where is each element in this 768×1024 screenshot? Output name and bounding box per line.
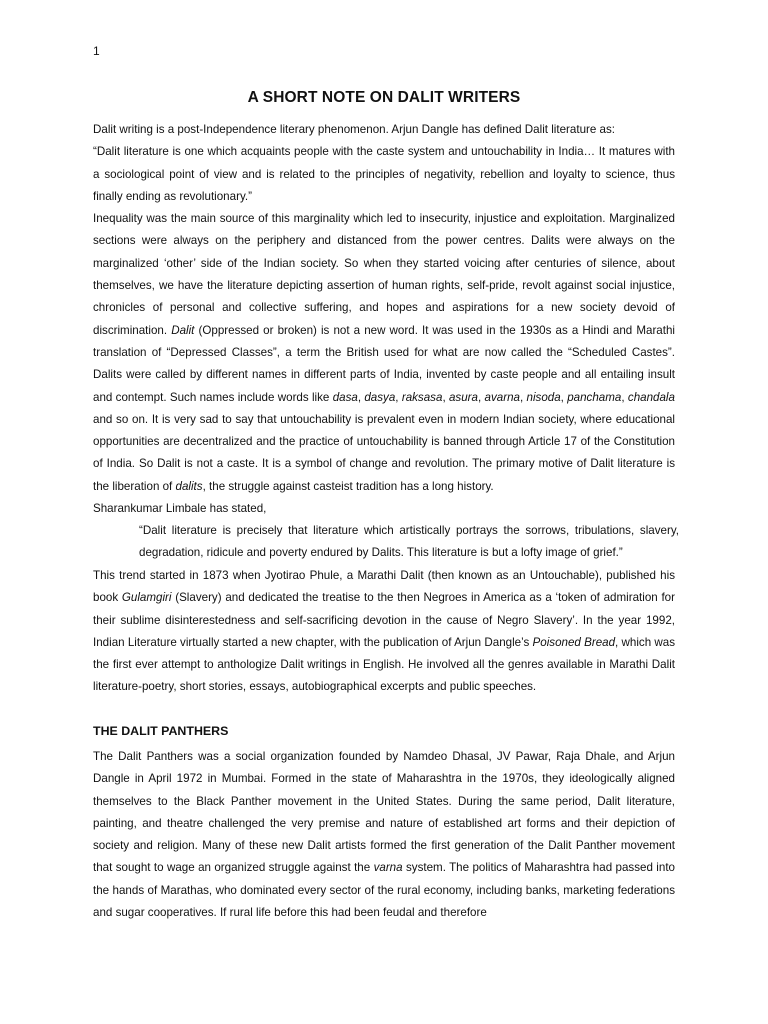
limbale-quote: “Dalit literature is precisely that literature which artistically portrays the sorrows, tribulations, slavery, degradation, ridicule and poverty endured by Dalits. This literature is but a lofty image of grief.”	[139, 524, 679, 560]
text-run: Inequality was the main source of this marginality which led to insecurity, injustice and exploitation. Marginalized sections were always on the periphery and distanced from the power centres. Dalits were always on the marginalized ‘other’ side of the Indian society. So when they started voicing after centuries of silence, about themselves, we have the literature depicting assertion of human rights, self-pride, revolt against social injustice, chronicles of personal and collective suffering, and hopes and aspirations for a new society devoid of discrimination.	[93, 212, 675, 337]
book-title: Poisoned Bread	[532, 635, 616, 649]
separator: ,	[357, 390, 365, 404]
separator: ,	[477, 390, 485, 404]
section-heading: THE DALIT PANTHERS	[93, 724, 229, 738]
book-title: Gulamgiri	[121, 591, 172, 605]
italic-term: varna	[373, 861, 403, 875]
page-title: A SHORT NOTE ON DALIT WRITERS	[247, 89, 521, 106]
italic-term: asura	[448, 390, 478, 404]
text-run: The Dalit Panthers was a social organization founded by Namdeo Dhasal, JV Pawar, Raja Dhale, and Arjun Dangle in April 1972 in Mumbai. Formed in the state of Maharashtra in the 1970s, they ideologically aligned themselves to the Black Panther movement in the United States. During the same period, Dalit literature, painting, and theatre challenged the very premise and nature of established art forms and their depiction of society and religion. Many of these new Dalit artists formed the first generation of the Dalit Panther movement that sought to wage an organized struggle against the	[93, 750, 675, 875]
italic-term: chandala	[627, 390, 675, 404]
separator: ,	[395, 390, 402, 404]
limbale-intro: Sharankumar Limbale has stated,	[93, 502, 267, 516]
text-run: , the struggle against casteist tradition has a long history.	[202, 479, 494, 493]
marginality-paragraph	[93, 208, 675, 498]
separator: ,	[519, 390, 527, 404]
text-run: (Slavery) and dedicated the treatise to the then Negroes in America as a ‘token of admiration for their sublime disinterestedness and self-sacrificing devotion in the cause of Negro Slavery’. In the year 1992, Indian Literature virtually started a new chapter, with the publication of Arjun Dangle’s	[93, 591, 675, 649]
italic-term: dalits	[175, 479, 203, 493]
separator: ,	[621, 390, 628, 404]
text-run: , which was the first ever attempt to anthologize Dalit writings in English. He involved all the genres available in Marathi Dalit literature-poetry, short stories, essays, autobiographical excerpts and public speeches.	[93, 635, 675, 694]
italic-term: panchama	[567, 390, 622, 404]
intro-paragraph: Dalit writing is a post-Independence literary phenomenon. Arjun Dangle has defined Dalit literature as:	[93, 123, 616, 136]
intro-section	[93, 119, 675, 520]
italic-term: raksasa	[401, 390, 443, 404]
italic-term: Dalit	[171, 323, 195, 337]
italic-term: dasa	[332, 390, 358, 404]
italic-term: nisoda	[526, 390, 561, 404]
separator: ,	[442, 390, 449, 404]
page-number: 1	[93, 44, 100, 58]
history-section	[93, 565, 675, 699]
text-run: (Oppressed or broken) is not a new word. It was used in the 1930s as a Hindi and Marathi translation of “Depressed Classes”, a term the British used for what are now called the “Scheduled Castes”. Dalits were called by different names in different parts of India, invented by caste people and all entailing insult and contempt. Such names include words like	[93, 323, 675, 404]
italic-term: dasya	[364, 390, 396, 404]
text-run: This trend started in 1873 when Jyotirao Phule, a Marathi Dalit (then known as an Untouchable), published his book	[93, 569, 675, 605]
italic-term: avarna	[484, 390, 520, 404]
dangle-quote: “Dalit literature is one which acquaints people with the caste system and untouchability in India… It matures with a sociological point of view and is related to the principles of negativity, rebellion and loyalty to science, thus finally ending as revolutionary.”	[93, 145, 675, 203]
panthers-paragraph	[93, 746, 675, 924]
text-run: system. The politics of Maharashtra had passed into the hands of Marathas, who dominated every sector of the rural economy, including banks, marketing federations and sugar cooperatives. If rural life before this had been feudal and therefore	[93, 861, 675, 920]
separator: ,	[560, 390, 568, 404]
panthers-section	[93, 746, 675, 924]
phule-paragraph	[93, 565, 675, 699]
text-run: and so on. It is very sad to say that untouchability is prevalent even in modern Indian society, where educational opportunities are decentralized and the practice of untouchability is banned through Article 17 of the Constitution of India. So Dalit is not a caste. It is a symbol of change and revolution. The primary motive of Dalit literature is the liberation of	[93, 412, 675, 493]
limbale-quote-block	[139, 520, 679, 565]
